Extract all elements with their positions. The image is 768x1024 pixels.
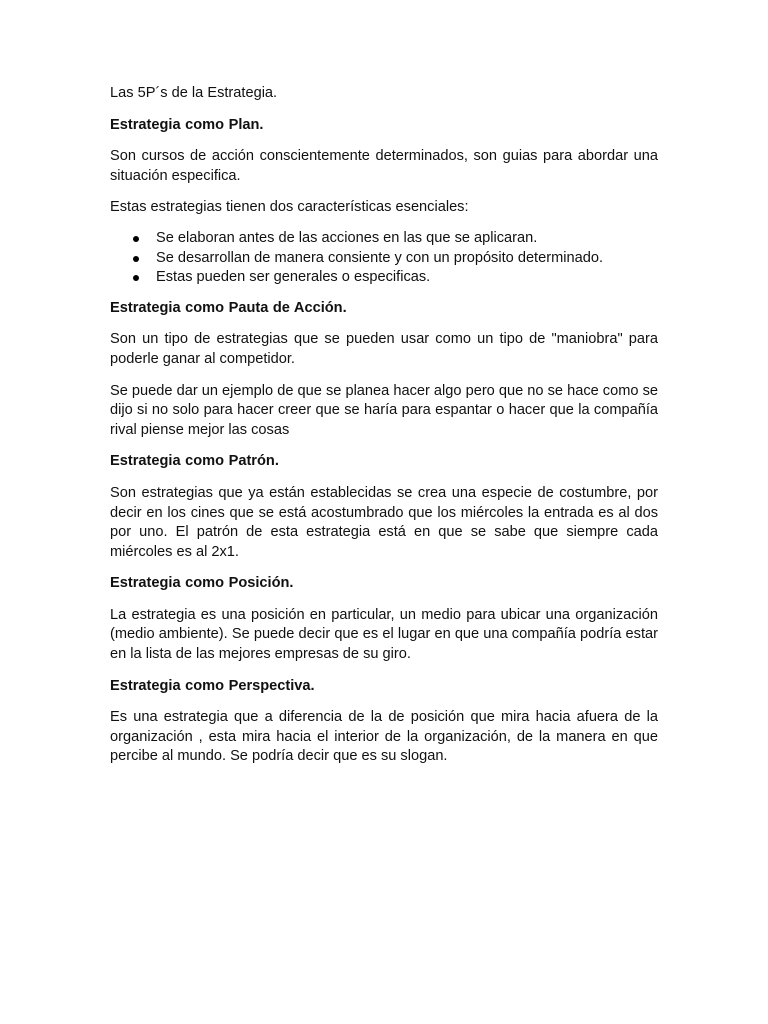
bullet-icon <box>133 275 139 281</box>
section-heading-perspectiva: Estrategia como Perspectiva. <box>110 677 315 694</box>
bullet-list <box>110 229 658 288</box>
bullet-icon <box>133 256 139 262</box>
list-item <box>110 249 658 269</box>
section-heading-pauta: Estrategia como Pauta de Acción. <box>110 299 347 316</box>
paragraph: Son estrategias que ya están establecidas se crea una especie de costumbre, por decir en los cines que se está acostumbrado que los miércoles la entrada es al dos por uno. El patrón de esta estrategia está en que se sabe que siempre cada miércoles es al 2x1. <box>110 484 658 560</box>
paragraph: Estas estrategias tienen dos características esenciales: <box>110 199 469 216</box>
paragraph: Son cursos de acción conscientemente determinados, son guias para abordar una situación especifica. <box>110 148 658 184</box>
paragraph: La estrategia es una posición en particular, un medio para ubicar una organización (medio ambiente). Se puede decir que es el lugar en que una compañía podría estar en la lista de las mejores empresas de su giro. <box>110 606 658 663</box>
section-heading-patron: Estrategia como Patrón. <box>110 453 279 470</box>
list-item <box>110 229 658 249</box>
bullet-icon <box>133 236 139 242</box>
paragraph: Se puede dar un ejemplo de que se planea hacer algo pero que no se hace como se dijo si no solo para hacer creer que se haría para espantar o hacer que la compañía rival piense mejor las cosas <box>110 382 658 438</box>
paragraph: Son un tipo de estrategias que se pueden usar como un tipo de "maniobra" para poderle ganar al competidor. <box>110 331 658 367</box>
document-page <box>110 84 658 779</box>
section-heading-plan: Estrategia como Plan. <box>110 116 264 133</box>
section-heading-posicion: Estrategia como Posición. <box>110 575 294 592</box>
list-item <box>110 268 658 288</box>
list-item-text: Estas pueden ser generales o especificas. <box>156 269 431 286</box>
document-title: Las 5P´s de la Estrategia. <box>110 85 278 101</box>
paragraph: Es una estrategia que a diferencia de la de posición que mira hacia afuera de la organización , esta mira hacia el interior de la organización, de la manera en que percibe al mundo. Se podría decir que es su slogan. <box>110 709 658 765</box>
list-item-text: Se desarrollan de manera consiente y con un propósito determinado. <box>156 249 604 266</box>
list-item-text: Se elaboran antes de las acciones en las que se aplicaran. <box>156 229 538 246</box>
